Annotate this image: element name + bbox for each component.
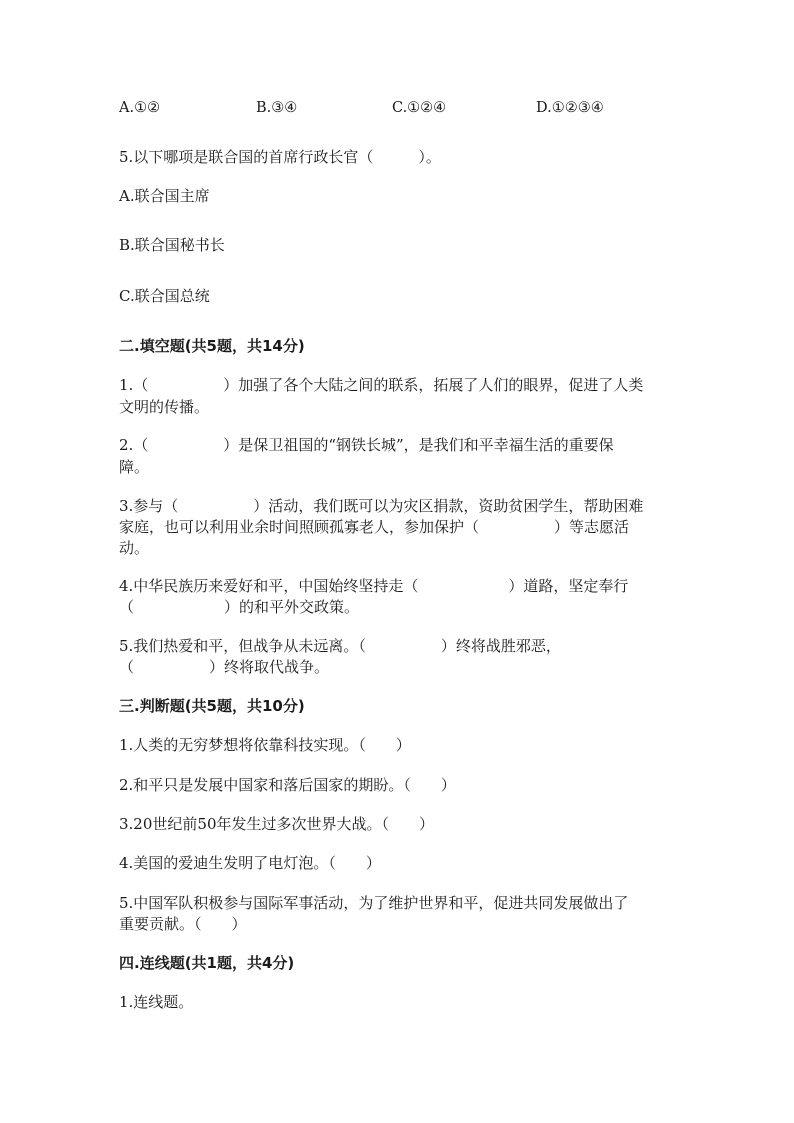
judge-item-5-line-1: 5.中国军队积极参与国际军事活动，为了维护世界和平，促进共同发展做出了 xyxy=(119,894,629,912)
q5-stem: 5.以下哪项是联合国的首席行政长官（ ）。 xyxy=(119,148,441,166)
fill-item-3-line-2: 家庭，也可以利用业余时间照顾孤寡老人，参加保护（ ）等志愿活 xyxy=(119,518,630,536)
judge-item-3: 3.20世纪前50年发生过多次世界大战。（ ） xyxy=(119,815,434,833)
fill-item-5-line-2: （ ）终将取代战争。 xyxy=(119,658,330,676)
q5-option-c: C.联合国总统 xyxy=(119,287,210,305)
q5-option-a: A.联合国主席 xyxy=(119,187,210,205)
q4-option-a: A.①② xyxy=(119,100,161,116)
fill-item-4-line-1: 4.中华民族历来爱好和平，中国始终坚持走（ ）道路，坚定奉行 xyxy=(119,577,629,595)
judge-item-2: 2.和平只是发展中国家和落后国家的期盼。（ ） xyxy=(119,776,456,794)
section-3-title: 三.判断题(共5题，共10分) xyxy=(119,697,305,715)
fill-item-4-line-2: （ ）的和平外交政策。 xyxy=(119,598,360,616)
judge-item-1: 1.人类的无穷梦想将依靠科技实现。（ ） xyxy=(119,736,411,754)
fill-item-1-line-1: 1.（ ）加强了各个大陆之间的联系，拓展了人们的眼界，促进了人类 xyxy=(119,376,644,394)
q4-option-d: D.①②③④ xyxy=(536,100,604,116)
q5-option-b: B.联合国秘书长 xyxy=(119,236,225,254)
q4-option-c: C.①②④ xyxy=(392,100,447,116)
match-item-1: 1.连线题。 xyxy=(119,993,194,1011)
fill-item-2-line-2: 障。 xyxy=(119,458,150,476)
fill-item-3-line-3: 动。 xyxy=(119,539,150,557)
fill-item-2-line-1: 2.（ ）是保卫祖国的“钢铁长城”，是我们和平幸福生活的重要保 xyxy=(119,436,614,454)
section-4-title: 四.连线题(共1题，共4分) xyxy=(119,954,295,972)
section-2-title: 二.填空题(共5题，共14分) xyxy=(119,337,305,355)
fill-item-5-line-1: 5.我们热爱和平，但战争从未远离。（ ）终将战胜邪恶， xyxy=(119,637,561,655)
fill-item-3-line-1: 3.参与（ ）活动，我们既可以为灾区捐款，资助贫困学生，帮助困难 xyxy=(119,497,644,515)
fill-item-1-line-2: 文明的传播。 xyxy=(119,398,210,416)
judge-item-5-line-2: 重要贡献。（ ） xyxy=(119,915,247,933)
q4-option-b: B.③④ xyxy=(256,100,298,116)
judge-item-4: 4.美国的爱迪生发明了电灯泡。（ ） xyxy=(119,854,381,872)
